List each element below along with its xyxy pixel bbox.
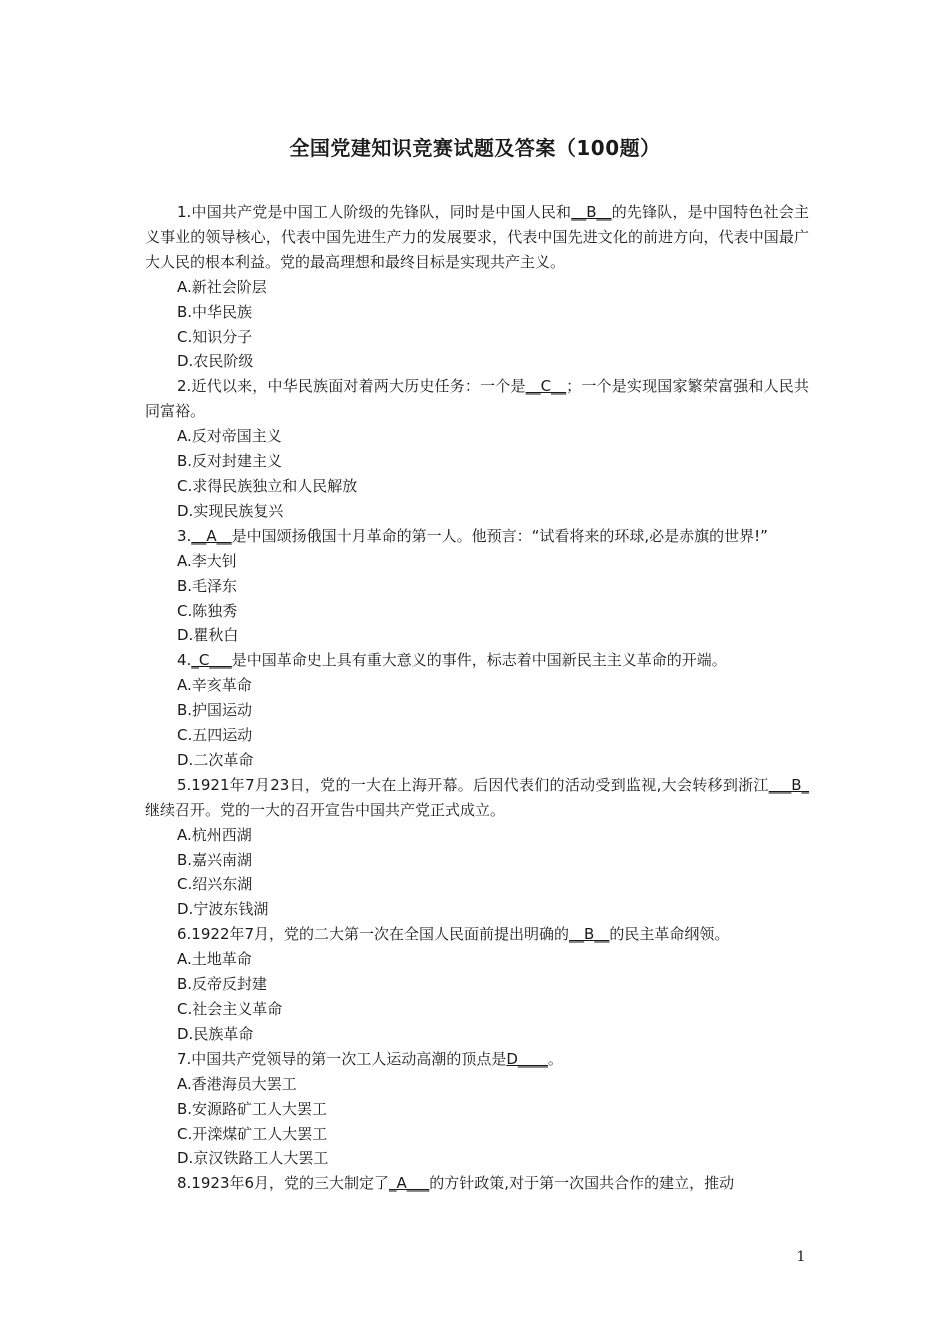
answer-option: A.反对帝国主义 <box>177 427 282 446</box>
answer-option: B.反帝反封建 <box>177 975 268 994</box>
question-list <box>145 200 809 1196</box>
answer-option: B.中华民族 <box>177 302 253 321</box>
answer-option: D.二次革命 <box>177 750 254 769</box>
question-text <box>145 773 809 823</box>
question-stem-end: 是中国颂扬俄国十月革命的第一人。他预言：“试看将来的环球,必是赤旗的世界!” <box>231 526 768 545</box>
answer-option: B.安源路矿工人大罢工 <box>177 1099 328 1118</box>
question-stem: 3. <box>177 526 192 545</box>
question-stem: 7.中国共产党领导的第一次工人运动高潮的顶点是 <box>177 1049 507 1068</box>
answer-blank: __A__ <box>191 526 232 545</box>
question-text <box>145 524 809 549</box>
answer-option: A.土地革命 <box>177 950 252 969</box>
question-stem: 8.1923年6月，党的三大制定了 <box>177 1174 390 1193</box>
answer-option: D.民族革命 <box>177 1024 254 1043</box>
answer-blank: __B__ <box>571 203 612 221</box>
answer-option: D.京汉铁路工人大罢工 <box>177 1149 329 1168</box>
question-stem-end: 的先锋队，是中国特色社会主义事业的领导核心，代表中国先进生产力的发展要求，代表中国先进文化的前进方向，代表中国最广大人民的根本利益。党的最高理想和最终目标是实现共产主义。 <box>145 203 809 271</box>
answer-option: B.毛泽东 <box>177 576 238 595</box>
question-stem: 1.中国共产党是中国工人阶级的先锋队，同时是中国人民和 <box>177 203 572 221</box>
answer-option: A.辛亥革命 <box>177 676 252 695</box>
answer-blank: __C__ <box>525 377 567 396</box>
answer-option: A.杭州西湖 <box>177 825 252 844</box>
answer-option: B.护国运动 <box>177 701 253 720</box>
answer-option: D.实现民族复兴 <box>177 501 284 520</box>
answer-option: B.嘉兴南湖 <box>177 850 253 869</box>
answer-option: D.宁波东钱湖 <box>177 900 269 919</box>
answer-option: C.社会主义革命 <box>177 1000 283 1018</box>
answer-option: B.反对封建主义 <box>177 452 283 471</box>
answer-option: A.新社会阶层 <box>177 277 267 296</box>
answer-blank: __B__ <box>569 925 610 944</box>
answer-option: C.开滦煤矿工人大罢工 <box>177 1124 328 1143</box>
question-text <box>145 648 809 673</box>
answer-blank: ___B_ <box>768 775 809 794</box>
answer-option: C.知识分子 <box>177 327 253 346</box>
answer-option: C.求得民族独立和人民解放 <box>177 476 358 495</box>
question-stem-end: 是中国革命史上具有重大意义的事件，标志着中国新民主主义革命的开端。 <box>231 651 727 670</box>
question-text <box>145 1047 809 1072</box>
question-text <box>145 1171 809 1196</box>
answer-option: C.陈独秀 <box>177 601 238 620</box>
answer-option: C.绍兴东湖 <box>177 875 253 894</box>
question-stem-end: 的民主革命纲领。 <box>609 925 730 944</box>
question-text <box>145 200 809 275</box>
answer-option: A.李大钊 <box>177 551 237 570</box>
answer-option: C.五四运动 <box>177 726 253 745</box>
page-number: 1 <box>796 1249 806 1265</box>
document-title: 全国党建知识竞赛试题及答案（100题） <box>289 136 661 160</box>
answer-blank: _C___ <box>191 651 232 670</box>
answer-option: A.香港海员大罢工 <box>177 1074 297 1093</box>
question-stem-end: 的方针政策,对于第一次国共合作的建立，推动 <box>429 1174 735 1193</box>
answer-blank: _A___ <box>389 1174 430 1193</box>
question-stem: 6.1922年7月，党的二大第一次在全国人民面前提出明确的 <box>177 925 570 944</box>
question-text <box>145 922 809 947</box>
question-stem: 2.近代以来，中华民族面对着两大历史任务：一个是 <box>177 377 526 396</box>
question-stem-end: 继续召开。党的一大的召开宣告中国共产党正式成立。 <box>145 800 506 819</box>
question-stem: 5.1921年7月23日，党的一大在上海开幕。后因代表们的活动受到监视,大会转移到浙江 <box>177 775 769 794</box>
question-stem-end: 。 <box>547 1049 563 1068</box>
answer-option: D.农民阶级 <box>177 352 254 371</box>
question-text <box>145 374 809 424</box>
question-stem-end: ；一个是实现国家繁荣富强和人民共同富裕。 <box>145 377 809 421</box>
answer-blank: D____ <box>506 1049 548 1068</box>
question-stem: 4. <box>177 651 192 670</box>
answer-option: D.瞿秋白 <box>177 626 239 645</box>
